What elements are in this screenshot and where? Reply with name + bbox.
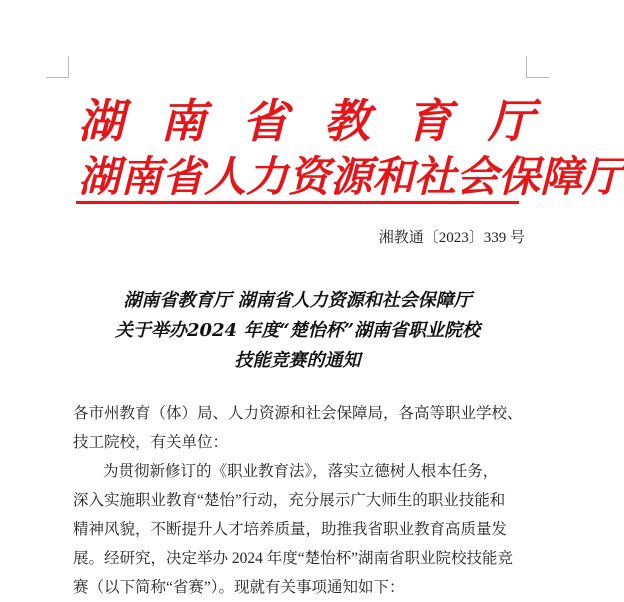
title-line-1: 湖南省教育厅 湖南省人力资源和社会保障厅 bbox=[123, 290, 472, 311]
addressee-line-2: 技工院校，有关单位： bbox=[73, 434, 229, 451]
letterhead-org-hrss: 湖南省人力资源和社会保障厅 bbox=[78, 152, 624, 201]
body-line: 深入实施职业教育“楚怡”行动，充分展示广大师生的职业技能和 bbox=[73, 492, 506, 509]
addressee-line-1: 各市州教育（体）局、人力资源和社会保障局，各高等职业学校、 bbox=[73, 405, 523, 422]
body-line: 赛（以下简称“省赛”）。现就有关事项通知如下： bbox=[73, 579, 405, 596]
title-line-3: 技能竞赛的通知 bbox=[234, 350, 361, 371]
crop-mark-top-right-horizontal bbox=[527, 77, 549, 78]
body-line: 为贯彻新修订的《职业教育法》，落实立德树人根本任务， bbox=[103, 463, 499, 480]
body-paragraph bbox=[73, 457, 523, 602]
crop-mark-top-left-horizontal bbox=[46, 77, 68, 78]
document-number: 湘教通〔2023〕339 号 bbox=[378, 230, 525, 246]
letterhead-org-education: 湖南省教育厅 bbox=[78, 94, 570, 148]
crop-mark-top-left-vertical bbox=[68, 56, 69, 78]
letterhead-red-rule bbox=[76, 201, 519, 204]
addressee bbox=[73, 399, 523, 457]
body-line: 展。经研究，决定举办 2024 年度“楚怡杯”湖南省职业院校技能竞 bbox=[73, 550, 514, 567]
title-line-2: 关于举办2024 年度“楚怡杯”湖南省职业院校 bbox=[114, 320, 481, 341]
body-line: 精神风貌，不断提升人才培养质量，助推我省职业教育高质量发 bbox=[73, 521, 508, 538]
crop-mark-top-right-vertical bbox=[526, 56, 527, 78]
